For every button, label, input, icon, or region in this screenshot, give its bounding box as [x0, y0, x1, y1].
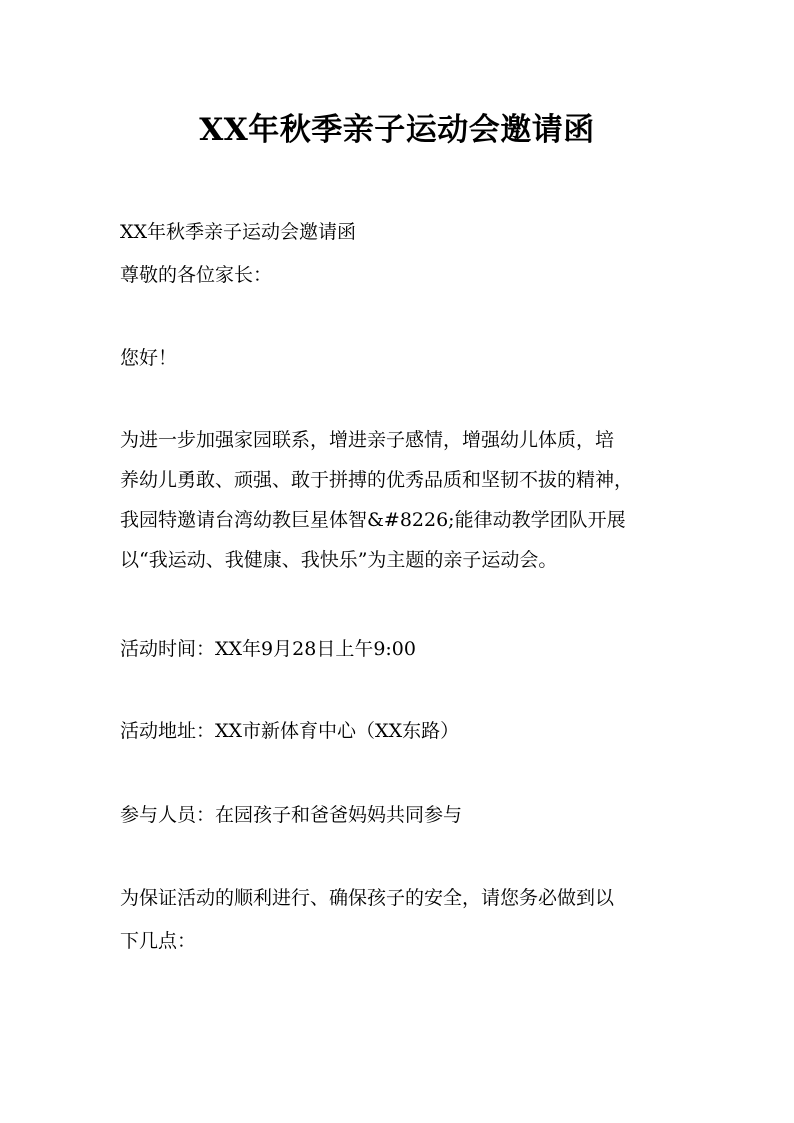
notice-paragraph — [120, 883, 680, 969]
intro-line: 养幼儿勇敢、顽强、敢于拼搏的优秀品质和坚韧不拔的精神， — [120, 469, 634, 491]
document-title: XX年秋季亲子运动会邀请函 — [199, 112, 595, 148]
intro-line: 以“我运动、我健康、我快乐”为主题的亲子运动会。 — [120, 549, 558, 571]
salutation: 尊敬的各位家长： — [120, 264, 273, 286]
event-participants: 参与人员：在园孩子和爸爸妈妈共同参与 — [120, 804, 463, 826]
intro-line: 我园特邀请台湾幼教巨星体智&#8226;能律动教学团队开展 — [120, 509, 626, 531]
greeting: 您好！ — [120, 347, 178, 369]
intro-line: 为进一步加强家园联系，增进亲子感情，增强幼儿体质，培 — [120, 429, 615, 451]
document-subtitle: XX年秋季亲子运动会邀请函 — [120, 221, 357, 243]
event-location: 活动地址：XX市新体育中心（XX东路） — [120, 720, 460, 742]
intro-paragraph — [120, 425, 680, 585]
event-time: 活动时间：XX年9月28日上午9:00 — [120, 638, 416, 660]
notice-line: 为保证活动的顺利进行、确保孩子的安全，请您务必做到以 — [120, 887, 615, 909]
notice-line: 下几点： — [120, 930, 197, 952]
